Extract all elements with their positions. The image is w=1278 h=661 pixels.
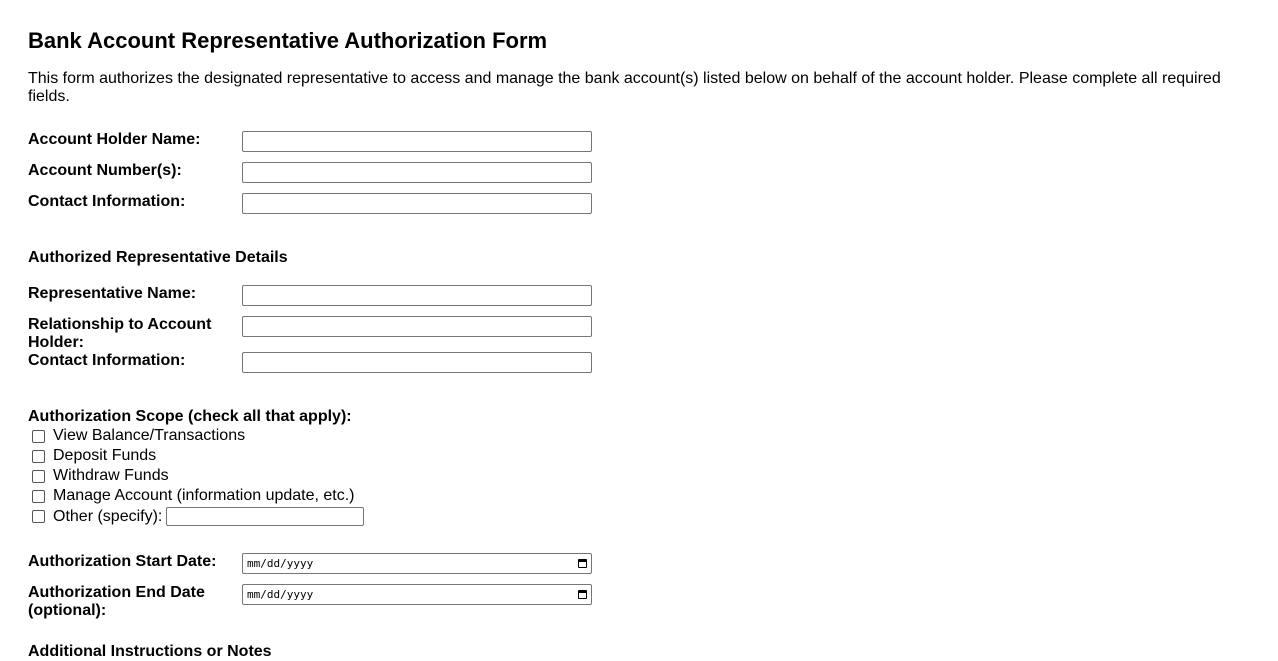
notes-heading: Additional Instructions or Notes	[28, 643, 272, 660]
end-date-input[interactable]	[242, 584, 592, 605]
relationship-label: Relationship to Account Holder:	[28, 316, 212, 351]
account-numbers-input[interactable]	[242, 162, 592, 183]
option-label: Withdraw Funds	[53, 467, 169, 484]
option-label: Manage Account (information update, etc.)	[53, 487, 355, 504]
end-date-label: Authorization End Date (optional):	[28, 584, 205, 619]
date-placeholder: mm/dd/yyyy	[247, 588, 314, 601]
representative-name-label: Representative Name:	[28, 285, 197, 302]
other-specify-input[interactable]	[166, 507, 364, 526]
scope-option-withdraw[interactable]	[32, 467, 169, 485]
relationship-input[interactable]	[242, 316, 592, 337]
holder-contact-label: Contact Information:	[28, 193, 186, 210]
scope-heading: Authorization Scope (check all that apply):	[28, 408, 352, 425]
checkbox[interactable]	[32, 430, 45, 443]
account-holder-name-label: Account Holder Name:	[28, 131, 201, 148]
start-date-label: Authorization Start Date:	[28, 553, 217, 570]
calendar-icon[interactable]	[578, 559, 587, 568]
checkbox[interactable]	[32, 490, 45, 503]
scope-option-manage[interactable]	[32, 487, 355, 505]
holder-contact-input[interactable]	[242, 193, 592, 214]
scope-option-deposit[interactable]	[32, 447, 156, 465]
checkbox[interactable]	[32, 470, 45, 483]
page-title: Bank Account Representative Authorization Form	[28, 28, 548, 53]
representative-name-input[interactable]	[242, 285, 592, 306]
option-label: Deposit Funds	[53, 447, 157, 464]
representative-contact-label: Contact Information:	[28, 352, 186, 369]
scope-option-other[interactable]	[32, 507, 364, 526]
scope-option-view[interactable]	[32, 427, 245, 445]
representative-contact-input[interactable]	[242, 352, 592, 373]
account-holder-name-input[interactable]	[242, 131, 592, 152]
calendar-icon[interactable]	[578, 590, 587, 599]
intro-text: This form authorizes the designated representative to access and manage the bank account(s) listed below on behalf of the account holder. Please complete all required fields.	[28, 70, 1221, 105]
account-numbers-label: Account Number(s):	[28, 162, 182, 179]
option-label: Other (specify):	[53, 507, 163, 525]
representative-section-heading: Authorized Representative Details	[28, 249, 288, 266]
date-placeholder: mm/dd/yyyy	[247, 557, 314, 570]
start-date-input[interactable]	[242, 553, 592, 574]
checkbox[interactable]	[32, 450, 45, 463]
checkbox[interactable]	[32, 510, 45, 523]
option-label: View Balance/Transactions	[53, 427, 246, 444]
